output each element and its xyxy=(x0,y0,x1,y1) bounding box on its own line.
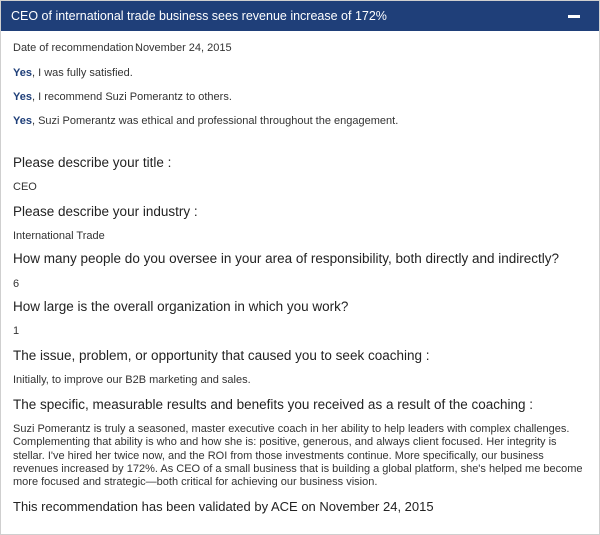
minus-icon[interactable] xyxy=(567,10,581,22)
yes-label: Yes xyxy=(13,91,32,103)
question-issue: The issue, problem, or opportunity that caused you to seek coaching : xyxy=(13,348,430,363)
affirmation-text: , I was fully satisfied. xyxy=(31,67,133,79)
answer-industry: International Trade xyxy=(13,230,105,242)
recommendation-date xyxy=(13,42,232,55)
affirmation-satisfied xyxy=(13,67,133,80)
yes-label: Yes xyxy=(13,115,32,127)
panel-title: CEO of international trade business sees revenue increase of 172% xyxy=(11,9,387,23)
question-oversee: How many people do you oversee in your area of responsibility, both directly and indirectly? xyxy=(13,251,560,266)
question-results: The specific, measurable results and benefits you received as a result of the coaching : xyxy=(13,397,534,412)
answer-org-size: 1 xyxy=(13,325,20,337)
yes-label: Yes xyxy=(13,67,32,79)
affirmation-recommend xyxy=(13,91,232,104)
answer-oversee: 6 xyxy=(13,278,20,290)
answer-results: Suzi Pomerantz is truly a seasoned, master executive coach in her ability to help leaders with complex challenges. Complementing that ability is who and how she is: positive, generous, and always client focused. Her integrity is stellar. I've hired her twice now, and the ROI from those investments continue. More specifically, our business revenues increased by 172%. As CEO of a small business that is building a global platform, she's helped me become more focused and strategic—both critical for achieving our business vision. xyxy=(13,423,583,489)
affirmation-text: , I recommend Suzi Pomerantz to others. xyxy=(31,91,232,103)
affirmation-ethical xyxy=(13,115,398,128)
question-industry: Please describe your industry : xyxy=(13,204,198,219)
answer-issue: Initially, to improve our B2B marketing and sales. xyxy=(13,374,251,386)
question-org-size: How large is the overall organization in which you work? xyxy=(13,299,349,314)
affirmation-text: , Suzi Pomerantz was ethical and professional throughout the engagement. xyxy=(31,115,399,127)
question-title: Please describe your title : xyxy=(13,155,172,170)
validation-statement: This recommendation has been validated by ACE on November 24, 2015 xyxy=(13,499,434,514)
answer-title: CEO xyxy=(13,181,37,193)
date-value: November 24, 2015 xyxy=(135,42,232,54)
date-label: Date of recommendation : xyxy=(13,42,140,54)
panel-header[interactable] xyxy=(1,1,599,31)
